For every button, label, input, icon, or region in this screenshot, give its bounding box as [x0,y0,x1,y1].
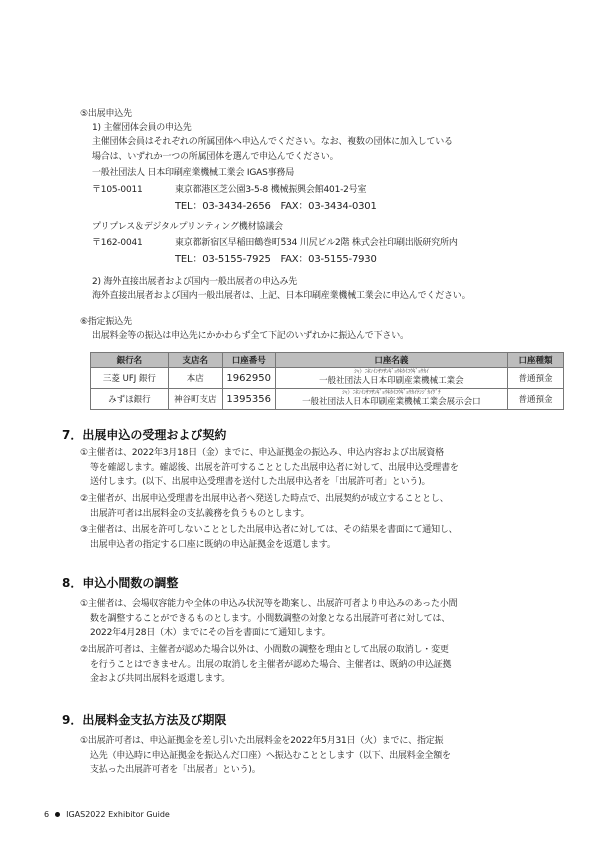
page-number: 6 [44,810,50,819]
cell-bank: 三菱 UFJ 銀行 [91,368,169,389]
header-number: 口座番号 [222,353,275,368]
section8-item2 [80,643,451,687]
text-line: 出展申込者の指定する口座に既納の申込証拠金を返還します。 [90,539,336,550]
cell-number: 1962950 [222,368,275,389]
section6-title: ⑥指定振込先 [80,317,132,327]
cell-holder [275,389,507,410]
section5-sub1-body [92,135,453,164]
header-bank: 銀行名 [91,353,169,368]
text-line: ②出展許可者は、主催者が認めた場合以外は、小間数の調整を理由として出展の取消し・変更 [80,645,449,655]
section7-item1 [80,446,459,490]
text-line: 金および共同出展料を返還します。 [90,674,231,684]
section7-heading: 7．出展申込の受理および契約 [62,428,227,442]
section5-sub1: 1) 主催団体会員の申込先 [92,123,192,133]
text-line: 場合は、いずれか一つの所属団体を選んで申込んでください。 [92,151,339,162]
page-footer [44,810,170,819]
section5-sub2-body: 海外直接出展者および国内一般出展者は、上記、日本印刷産業機械工業会に申込んでください。 [92,291,471,301]
header-holder: 口座名義 [275,353,507,368]
holder-name: 一般社団法人日本印刷産業機械工業会展示会口 [302,397,481,407]
cell-type: 普通預金 [508,389,564,410]
holder-name: 一般社団法人日本印刷産業機械工業会 [319,376,464,386]
org1-address: 東京都港区芝公園3-5-8 機械振興会館401-2号室 [175,185,367,195]
bullet-icon [55,812,60,817]
table-header-row [91,353,564,368]
text-line: ②主催者が、出展申込受理書を出展申込者へ発送した時点で、出展契約が成立することとし、 [80,494,449,504]
cell-branch: 神谷町支店 [168,389,222,410]
guide-title: IGAS2022 Exhibitor Guide [66,810,170,819]
holder-kana: ｼｬ）ﾆﾎﾝｲﾝｻﾂｻﾝｷﾞｮｳｷｶｲｺｳｷﾞｮｳｶｲﾃﾝｼﾞｶｲｸﾞﾁ [342,390,441,396]
table-row [91,389,564,410]
text-line: ①出展許可者は、申込証拠金を差し引いた出展料金を2022年5月31日（火）までに、指定振 [80,736,444,746]
org2-name: プリプレス＆デジタルプリンティング機材協議会 [92,222,283,232]
text-line: ①主催者は、会場収容能力や全体の申込み状況等を勘案し、出展許可者より申込みのあった小間 [80,599,458,609]
holder-kana: ｼｬ）ﾆﾎﾝｲﾝｻﾂｻﾝｷﾞｮｳｷｶｲｺｳｷﾞｮｳｶｲ [354,369,429,375]
text-line: 出展許可者は出展料金の支払義務を負うものとします。 [90,508,310,519]
text-line: 送付します。(以下、出展申込受理書を送付した出展申込者を「出展許可者」という)。 [90,477,431,487]
header-type: 口座種類 [508,353,564,368]
text-line: 支払った出展許可者を「出展者」という)。 [90,765,261,775]
section8-heading: 8．申込小間数の調整 [62,576,179,590]
text-line: 主催団体会員はそれぞれの所属団体へ申込んでください。なお、複数の団体に加入している [92,137,453,147]
cell-branch: 本店 [168,368,222,389]
bank-account-table [90,352,564,410]
section5-sub2: 2) 海外直接出展者および国内一般出展者の申込み先 [92,277,298,287]
text-line: ①主催者は、2022年3月18日（金）までに、申込証拠金の振込み、申込内容および出展資格 [80,448,444,458]
section9-heading: 9．出展料金支払方法及び期限 [62,713,227,727]
text-line: 2022年4月28日（木）までにその旨を書面にて通知します。 [90,628,331,638]
section9-item1 [80,734,451,778]
section6-body: 出展料金等の振込は申込先にかかわらず全て下記のいずれかに振込んで下さい。 [92,331,409,341]
text-line: 数を調整することができるものとします。小間数調整の対象となる出展許可者に対しては、 [90,613,451,624]
header-branch: 支店名 [168,353,222,368]
section8-item1 [80,597,457,641]
table-row [91,368,564,389]
org1-tel-fax: TEL：03-3434-2656 FAX：03-3434-0301 [175,201,377,212]
cell-bank: みずほ銀行 [91,389,169,410]
section5-title: ⑤出展申込先 [80,109,132,119]
org2-postal: 〒162-0041 [92,238,143,248]
cell-holder [275,368,507,389]
cell-type: 普通預金 [508,368,564,389]
section7-item3 [80,523,457,552]
text-line: 込先（申込時に申込証拠金を振込んだ口座）へ振込むこととします（以下、出展料金全額を [90,750,451,761]
org1-postal: 〒105-0011 [92,185,143,195]
text-line: 等を確認します。確認後、出展を許可することとした出展申込者に対して、出展申込受理書を [90,462,459,473]
org2-tel-fax: TEL：03-5155-7925 FAX：03-5155-7930 [175,254,377,265]
org1-name: 一般社団法人 日本印刷産業機械工業会 IGAS事務局 [92,168,295,178]
org2-address: 東京都新宿区早稲田鶴巻町534 川尻ビル2階 株式会社印刷出版研究所内 [175,238,458,248]
cell-number: 1395356 [222,389,275,410]
section7-item2 [80,492,449,521]
text-line: を行うことはできません。出展の取消しを主催者が認めた場合、主催者は、既納の申込証拠 [90,659,452,670]
text-line: ③主催者は、出展を許可しないこととした出展申込者に対しては、その結果を書面にて通知し、 [80,525,458,535]
